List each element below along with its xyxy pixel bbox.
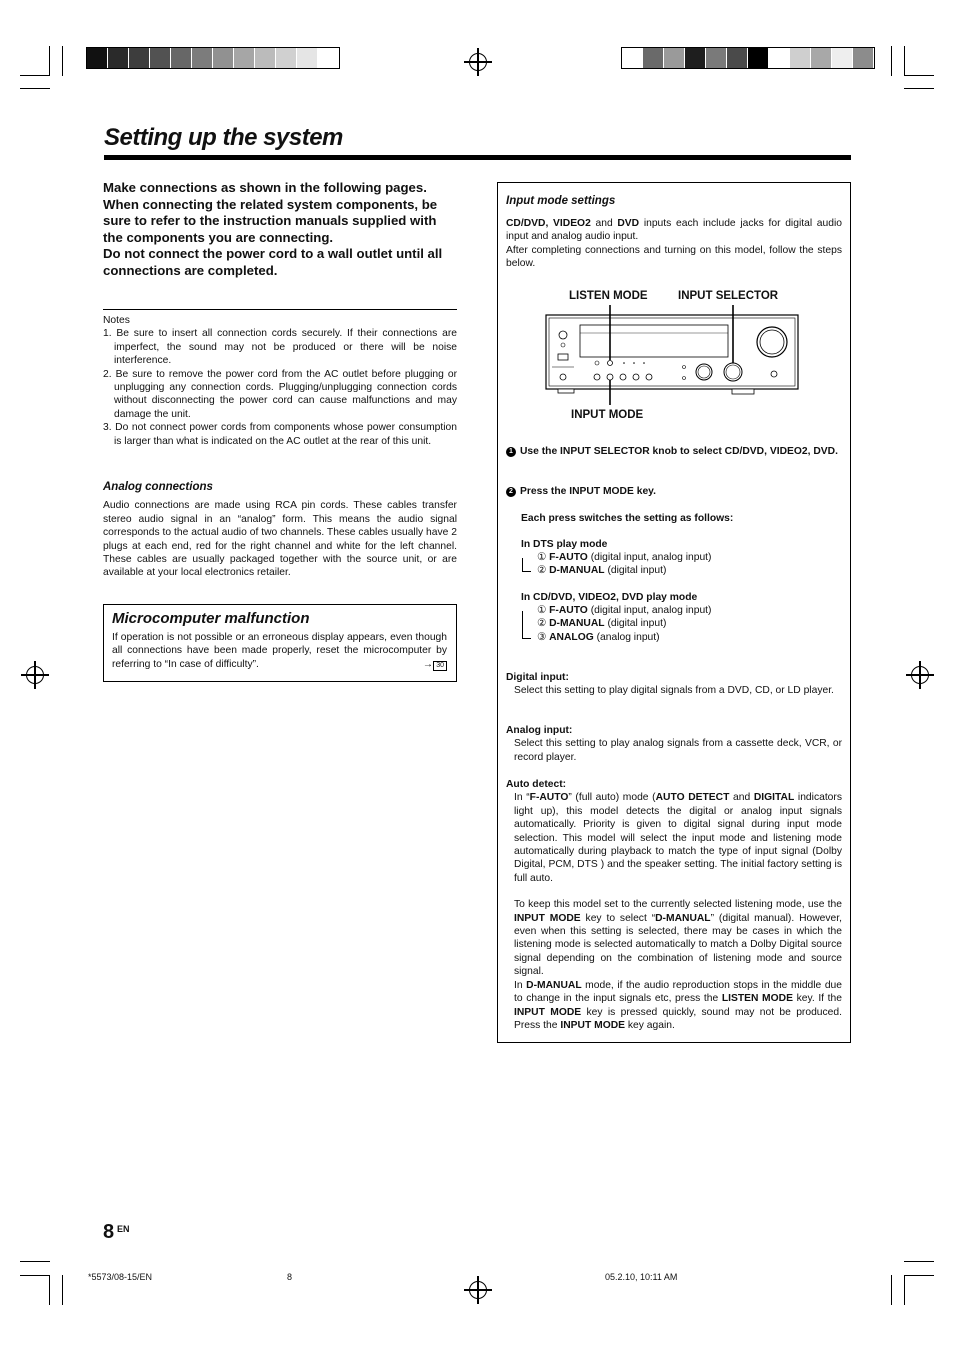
color-bar-left	[86, 47, 340, 69]
registration-mark-icon	[469, 53, 487, 71]
crop-mark	[20, 88, 50, 89]
crop-mark	[20, 75, 50, 76]
input-mode-heading: Input mode settings	[506, 195, 616, 207]
crop-mark	[904, 88, 934, 89]
auto-detect-section: Auto detect: In “F-AUTO” (full auto) mode (AUTO DETECT and DIGITAL indicators light up), this model detects the digital or analog input signals automatically. Priority is given to digital signal during input mode selection. This model will select the input mode and listening mode automatically during playback to match the type of input signal (Dolby Digital, PCM, DTS ) and the speaker setting. The initial factory setting is full auto. To keep this model set to the currently selected listening mode, use the INPUT MODE key to select “D-MANUAL” (digital manual). However, even when this setting is selected, there may be cases in which the listening mode is selected automatically to match a Dolby Digital source signal depending on the combination of listening mode and source signal. In D-MANUAL mode, if the audio reproduction stops in the middle due to change in the input signals etc, press the LISTEN MODE key. If the INPUT MODE key is pressed quickly, sound may not be produced. Press the INPUT MODE key again.	[506, 779, 843, 1031]
intro-line: sure to refer to the instruction manuals supplied with	[103, 213, 437, 229]
footer-timestamp: 05.2.10, 10:11 AM	[605, 1272, 678, 1282]
option-item: ① F-AUTO (digital input, analog input)	[537, 552, 712, 563]
crop-mark	[904, 1261, 934, 1262]
notes-section	[103, 314, 457, 448]
each-press-text: Each press switches the setting as follows:	[521, 513, 734, 524]
color-swatch	[832, 48, 853, 68]
crop-mark	[904, 1275, 934, 1276]
option-item: ② D-MANUAL (digital input)	[537, 565, 667, 577]
color-swatch	[234, 48, 255, 68]
crop-mark	[904, 75, 934, 76]
intro-line: Make connections as shown in the following pages.	[103, 180, 427, 195]
crop-mark	[904, 1275, 905, 1305]
color-bar-right	[621, 47, 875, 69]
color-swatch	[171, 48, 192, 68]
registration-mark-icon	[469, 1281, 487, 1299]
note-item: 1. Be sure to insert all connection cords securely. If their connections are imperfect, the sound may not be produced or there will be noise interference.	[103, 328, 457, 367]
step-text: Use the INPUT SELECTOR knob to select CD/DVD, VIDEO2, DVD.	[520, 446, 838, 457]
label-input-selector: INPUT SELECTOR	[678, 290, 779, 302]
color-swatch	[150, 48, 171, 68]
dts-heading: In DTS play mode	[521, 539, 608, 550]
crop-mark	[891, 46, 892, 76]
crop-mark	[20, 1261, 50, 1262]
page-number: 8	[103, 1221, 115, 1243]
crop-mark	[20, 1275, 50, 1276]
registration-mark-icon	[26, 666, 44, 684]
option-item: ③ ANALOG (analog input)	[537, 631, 660, 643]
input-mode-p2: After completing connections and turning on this model, follow the steps below.	[506, 244, 842, 270]
footer-code: *5573/08-15/EN	[88, 1272, 153, 1282]
intro-line: connections are completed.	[103, 262, 278, 278]
color-swatch	[706, 48, 727, 68]
option-item: ② D-MANUAL (digital input)	[537, 618, 667, 630]
crop-mark	[49, 46, 50, 76]
notes-rule	[103, 309, 457, 310]
color-swatch	[748, 48, 769, 68]
crop-mark	[62, 1275, 63, 1305]
label-listen-mode: LISTEN MODE	[569, 290, 648, 302]
analog-text: Audio connections are made using RCA pin cords. These cables transfer stereo audio signal in an “analog” form. This means the audio signal corresponds to the actual audio of two channels. These cables usually have 2 plugs at each end, red for the right channel and white for the left channel. These cables are usually packaged together with the source unit, or are available at your local electronics retailer.	[103, 500, 457, 579]
color-swatch	[129, 48, 150, 68]
analog-section	[103, 481, 457, 580]
color-swatch	[192, 48, 213, 68]
page-ref: → 30	[423, 658, 447, 671]
color-swatch	[318, 48, 339, 68]
color-swatch	[811, 48, 832, 68]
intro-line: the components you are connecting.	[103, 229, 334, 245]
digital-input-section: Digital input: Select this setting to play digital signals from a DVD, CD, or LD player.	[506, 672, 834, 697]
color-swatch	[276, 48, 297, 68]
intro-line: Do not connect the power cord to a wall outlet until all	[103, 246, 443, 262]
crop-mark	[891, 1275, 892, 1305]
page-language: EN	[117, 1224, 130, 1234]
color-swatch	[664, 48, 685, 68]
cd-options	[506, 604, 842, 644]
color-swatch	[213, 48, 234, 68]
intro-text	[103, 180, 459, 280]
color-swatch	[108, 48, 129, 68]
color-swatch	[297, 48, 318, 68]
step-number-icon: 2	[506, 487, 516, 497]
analog-heading: Analog connections	[103, 481, 213, 493]
color-swatch	[622, 48, 643, 68]
color-swatch	[769, 48, 790, 68]
label-input-mode: INPUT MODE	[571, 409, 644, 421]
crop-mark	[62, 46, 63, 76]
option-item: ① F-AUTO (digital input, analog input)	[537, 605, 712, 616]
page-ref-number: 30	[433, 661, 447, 671]
microcomputer-box	[103, 604, 457, 682]
note-item: 3. Do not connect power cords from components whose power consumption is larger than what is indicated on the AC outlet at the rear of this unit.	[103, 422, 457, 447]
dts-options	[506, 551, 842, 578]
micro-heading: Microcomputer malfunction	[112, 610, 310, 627]
intro-line: When connecting the related system components, be	[103, 196, 438, 212]
note-item: 2. Be sure to remove the power cord from the AC outlet before plugging or unplugging any connection cords. Plugging/unplugging connection cords without disconnecting the power cord can cause malfunctions and may damage the unit.	[103, 368, 457, 420]
micro-body: If operation is not possible or an erroneous display appears, even though all connections have been made properly, reset the microcomputer by referring to “In case of difficulty”.	[112, 632, 447, 670]
color-swatch	[255, 48, 276, 68]
micro-text	[112, 631, 447, 671]
crop-mark	[49, 1275, 50, 1305]
crop-mark	[904, 46, 905, 76]
color-swatch	[643, 48, 664, 68]
title-rule	[104, 155, 851, 160]
page-title: Setting up the system	[104, 124, 343, 151]
receiver-front-panel-diagram	[544, 305, 802, 405]
footer-page: 8	[287, 1272, 293, 1282]
color-swatch	[87, 48, 108, 68]
notes-heading: Notes	[103, 315, 130, 326]
color-swatch	[790, 48, 811, 68]
analog-input-section: Analog input: Select this setting to play analog signals from a cassette deck, VCR, or record player.	[506, 725, 842, 763]
input-mode-box	[497, 182, 851, 1043]
input-mode-intro: CD/DVD, VIDEO2 and DVD inputs each include jacks for digital audio input and analog audio input. After completing connections and turning on this model, follow the steps below.	[506, 218, 842, 270]
registration-mark-icon	[911, 666, 929, 684]
step-text: Press the INPUT MODE key.	[520, 486, 657, 497]
step-number-icon: 1	[506, 447, 516, 457]
step-2	[506, 485, 842, 498]
color-swatch	[727, 48, 748, 68]
cd-heading: In CD/DVD, VIDEO2, DVD play mode	[521, 592, 698, 603]
color-swatch	[853, 48, 874, 68]
step-1	[506, 445, 842, 458]
color-swatch	[685, 48, 706, 68]
